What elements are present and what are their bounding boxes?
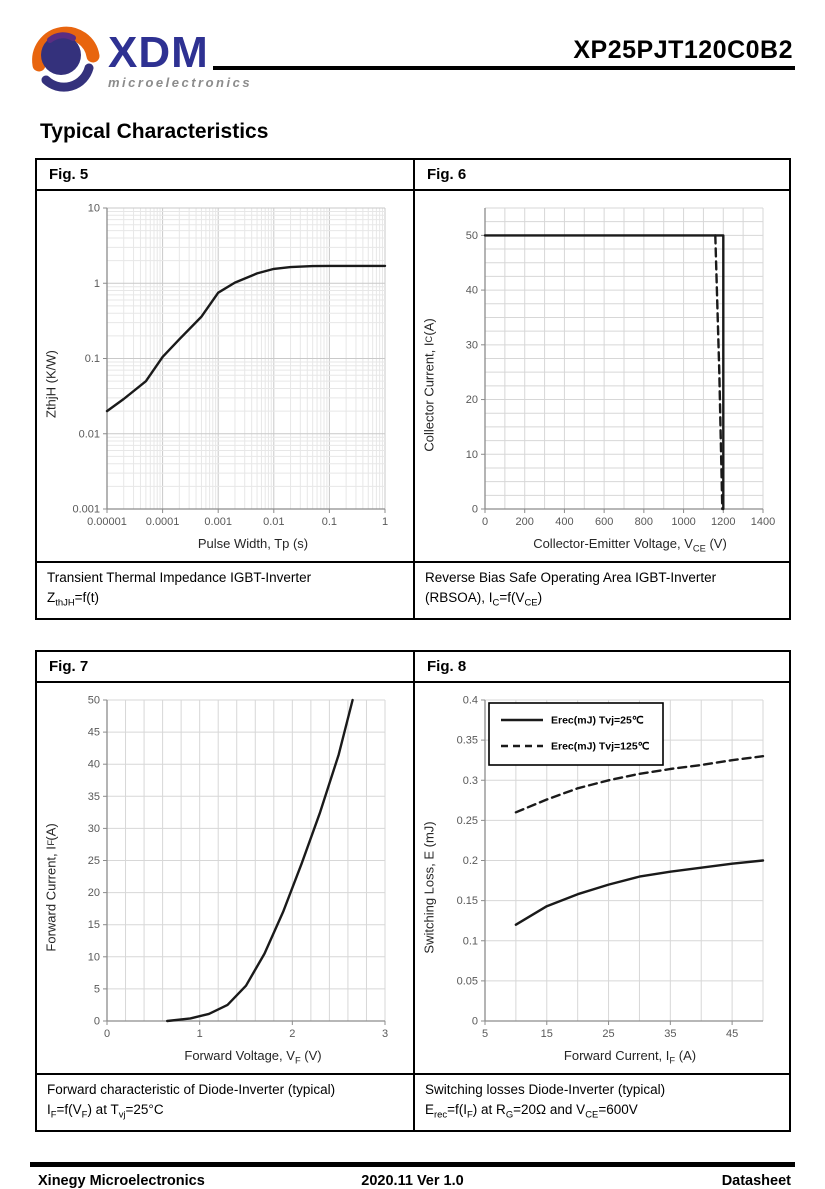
brand-tagline: microelectronics [108, 75, 253, 90]
fig6-caption-line1: Reverse Bias Safe Operating Area IGBT-Inverter [425, 570, 717, 585]
svg-text:0.3: 0.3 [462, 774, 478, 787]
svg-text:0.2: 0.2 [462, 855, 478, 868]
fig6-caption [415, 561, 789, 618]
fig7-caption-line1: Forward characteristic of Diode-Inverter (typical) [47, 1082, 336, 1098]
svg-text:30: 30 [87, 823, 100, 836]
svg-text:0.00001: 0.00001 [87, 516, 127, 528]
fig5-title: Fig. 5 [37, 160, 413, 191]
svg-text:5: 5 [93, 983, 100, 996]
fig5-caption-line2: $Z_{thJH}=f(t)$ [47, 590, 100, 609]
svg-text:Erec(mJ) Tvj=25℃: Erec(mJ) Tvj=25℃ [551, 714, 644, 727]
fig8-body [415, 683, 789, 1073]
fig7-chart-canvas [61, 691, 411, 1047]
svg-text:0.0001: 0.0001 [145, 516, 180, 528]
svg-text:1200: 1200 [711, 516, 736, 528]
fig5-cell [37, 160, 413, 618]
svg-text:10: 10 [465, 448, 478, 461]
fig5-y-axis-label: ZthjH (K/W) [43, 350, 59, 418]
svg-text:10: 10 [87, 951, 100, 964]
header-rule [213, 66, 795, 70]
svg-text:0.35: 0.35 [456, 734, 478, 747]
fig6-title: Fig. 6 [415, 160, 789, 191]
svg-text:50: 50 [465, 229, 478, 242]
fig8-caption-line2: $E_{rec}=f(I_F)$ at $R_G=20\Omega$ and $V_{CE}=600V$ [425, 1102, 638, 1122]
svg-text:25: 25 [87, 855, 100, 868]
svg-text:10: 10 [87, 202, 100, 215]
fig8-caption-line1: Switching losses Diode-Inverter (typical) [425, 1082, 666, 1098]
svg-text:0.15: 0.15 [456, 895, 478, 908]
part-number: XP25PJT120C0B2 [573, 36, 793, 64]
xdm-logo-icon [26, 10, 106, 92]
fig7-title: Fig. 7 [37, 652, 413, 683]
fig6-chart-canvas [439, 199, 787, 535]
fig5-x-axis-label: Pulse Width, Tp (s) [197, 536, 309, 551]
fig7-y-axis-label: Forward Current, I F (A) [43, 823, 59, 952]
fig5-body [37, 191, 413, 561]
svg-text:1: 1 [381, 516, 389, 528]
svg-text:0: 0 [471, 503, 478, 516]
fig5-caption [37, 561, 413, 618]
svg-text:1: 1 [196, 1028, 203, 1041]
svg-text:50: 50 [87, 694, 100, 707]
fig5-caption-line1: Transient Thermal Impedance IGBT-Inverter [47, 570, 312, 585]
svg-text:0.1: 0.1 [321, 516, 338, 528]
svg-text:3: 3 [381, 1028, 389, 1041]
fig6-body [415, 191, 789, 561]
svg-text:0.05: 0.05 [456, 975, 478, 988]
svg-text:1000: 1000 [671, 516, 696, 528]
fig7-caption [37, 1073, 413, 1130]
page-header [0, 6, 825, 106]
footer-doctype: Datasheet [721, 1173, 791, 1189]
svg-text:0: 0 [481, 516, 489, 528]
svg-text:20: 20 [465, 394, 478, 407]
part-number-block [213, 36, 795, 70]
fig7-cell [37, 652, 413, 1130]
fig6-cell [413, 160, 789, 618]
svg-text:0.01: 0.01 [263, 516, 285, 528]
svg-text:45: 45 [87, 726, 100, 739]
fig6-y-axis-label: Collector Current, I C (A) [421, 318, 437, 452]
fig6-x-axis-label: Collector-Emitter Voltage, $V_{CE}$ (V) [533, 536, 727, 554]
svg-text:35: 35 [664, 1028, 677, 1041]
svg-text:35: 35 [87, 790, 100, 803]
svg-text:1400: 1400 [750, 516, 776, 528]
svg-text:400: 400 [555, 516, 574, 528]
svg-text:0.1: 0.1 [462, 935, 478, 948]
svg-text:200: 200 [515, 516, 534, 528]
fig8-x-axis-label: Forward Current, $I_F$ (A) [563, 1048, 697, 1066]
fig8-y-axis-label: Switching Loss, E (mJ) [421, 821, 437, 954]
footer-company: Xinegy Microelectronics [38, 1173, 205, 1189]
figure-table-bottom [35, 650, 791, 1132]
svg-text:0.001: 0.001 [204, 516, 232, 528]
svg-text:0.1: 0.1 [84, 353, 100, 365]
footer-version: 2020.11 Ver 1.0 [361, 1173, 464, 1189]
figure-table-top [35, 158, 791, 620]
svg-text:0.25: 0.25 [456, 814, 478, 827]
fig8-title: Fig. 8 [415, 652, 789, 683]
fig7-body [37, 683, 413, 1073]
svg-text:20: 20 [87, 887, 100, 900]
fig7-x-axis-label: Forward Voltage, $V_F$ (V) [184, 1048, 322, 1066]
svg-text:1: 1 [93, 277, 100, 290]
fig5-chart-canvas [61, 199, 411, 535]
page-footer [30, 1162, 795, 1189]
fig8-cell [413, 652, 789, 1130]
page-title: Typical Characteristics [40, 120, 269, 143]
svg-text:2: 2 [289, 1028, 296, 1041]
svg-text:15: 15 [540, 1028, 553, 1041]
svg-text:800: 800 [634, 516, 654, 528]
svg-text:0: 0 [103, 1028, 111, 1041]
svg-text:0.001: 0.001 [72, 503, 100, 516]
fig6-caption-line2: (RBSOA), $I_C=f(V_{CE})$ [425, 590, 543, 609]
svg-text:5: 5 [481, 1028, 489, 1041]
svg-text:25: 25 [602, 1028, 615, 1041]
svg-text:0.01: 0.01 [78, 428, 100, 441]
svg-text:45: 45 [725, 1028, 739, 1041]
svg-text:40: 40 [465, 284, 478, 297]
brand-name: XDM [108, 28, 209, 78]
svg-text:0: 0 [93, 1015, 100, 1028]
fig8-chart-canvas [439, 691, 787, 1047]
svg-text:30: 30 [465, 339, 478, 352]
svg-text:600: 600 [594, 516, 614, 528]
svg-text:Erec(mJ) Tvj=125℃: Erec(mJ) Tvj=125℃ [551, 740, 650, 753]
svg-text:15: 15 [87, 919, 100, 932]
fig7-caption-line2: $I_F=f(V_F)$ at $T_{vj}=25^\circ C$ [47, 1102, 164, 1122]
svg-text:0.4: 0.4 [462, 694, 478, 707]
svg-text:40: 40 [87, 758, 100, 771]
fig8-caption [415, 1073, 789, 1130]
svg-text:0: 0 [471, 1015, 478, 1028]
